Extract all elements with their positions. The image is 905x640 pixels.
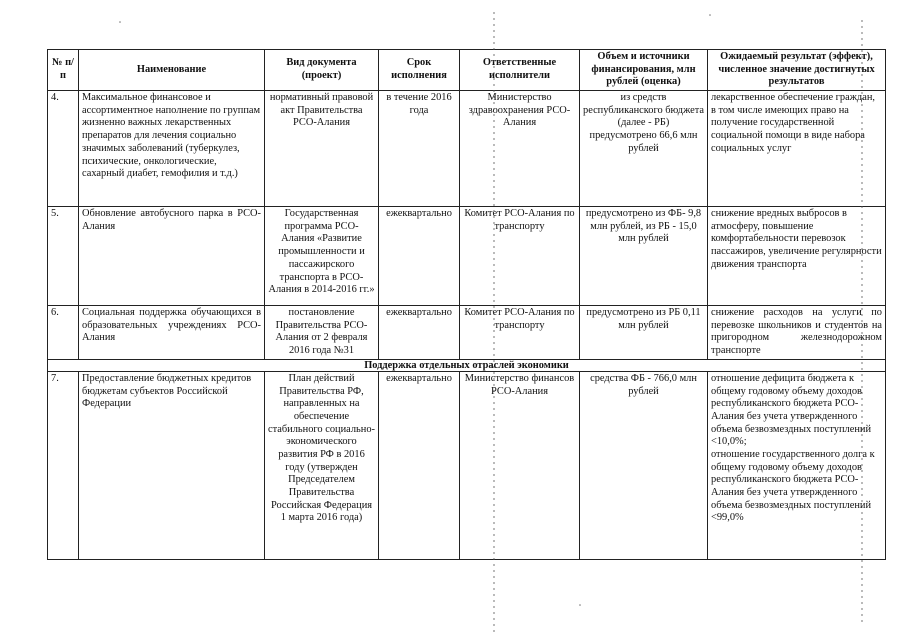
header-executors: Ответственные исполнители: [460, 50, 580, 91]
table-row: [48, 371, 886, 559]
cell-doctype: нормативный правовой акт Правительства РСО-Алания: [265, 91, 379, 207]
cell-result: снижение вредных выбросов в атмосферу, повышение комфортабельности перевозок пассажиров, увеличение регулярности движения транспорта: [708, 207, 886, 306]
cell-num: 4.: [48, 91, 79, 207]
section-title: Поддержка отдельных отраслей экономики: [48, 359, 886, 371]
cell-funding: из средств республиканского бюджета (далее - РБ) предусмотрено 66,6 млн рублей: [580, 91, 708, 207]
cell-funding: предусмотрено из РБ 0,11 млн рублей: [580, 306, 708, 360]
header-term: Срок исполнения: [379, 50, 460, 91]
result-line-deficit: отношение дефицита бюджета к общему годовому объему доходов республиканского бюджета РСО-Алания без учета утвержденного объема безвозмездных поступлений <10,0%;: [711, 372, 872, 448]
cell-term: в течение 2016 года: [379, 91, 460, 207]
cell-name: Предоставление бюджетных кредитов бюджетам субъектов Российской Федерации: [79, 371, 265, 559]
cell-result: лекарственное обеспечение граждан, в том числе имеющих право на получение государственной социальной помощи в виде набора социальных услуг: [708, 91, 886, 207]
table-header-row: [48, 50, 886, 91]
cell-doctype: постановление Правительства РСО-Алания от 2 февраля 2016 года №31: [265, 306, 379, 360]
cell-result: [708, 371, 886, 559]
cell-funding: средства ФБ - 766,0 млн рублей: [580, 371, 708, 559]
header-name: Наименование: [79, 50, 265, 91]
cell-num: 6.: [48, 306, 79, 360]
cell-doctype: План действий Правительства РФ, направленных на обеспечение стабильного социально-экономического развития РФ в 2016 году (утвержден Председателем Правительства Российская Федерация 1 марта 2016 года): [265, 371, 379, 559]
cell-term: ежеквартально: [379, 371, 460, 559]
table-row: [48, 306, 886, 360]
table-row: [48, 207, 886, 306]
measures-table: [47, 49, 886, 560]
cell-executors: Министерство финансов РСО-Алания: [460, 371, 580, 559]
cell-result: снижение расходов на услуги по перевозке школьников и студентов на пригородном железнодорожном транспорте: [708, 306, 886, 360]
header-doctype: Вид документа (проект): [265, 50, 379, 91]
cell-name: Социальная поддержка обучающихся в образовательных учреждениях РСО-Алания: [79, 306, 265, 360]
result-line-debt: отношение государственного долга к общему годовому объему доходов республиканского бюджета РСО-Алания без учета утвержденного объема безвозмездных поступлений <99,0%: [711, 448, 875, 524]
cell-term: ежеквартально: [379, 306, 460, 360]
header-result: Ожидаемый результат (эффект), численное значение достигнутых результатов: [708, 50, 886, 91]
header-funding: Объем и источники финансирования, млн рублей (оценка): [580, 50, 708, 91]
cell-name: Обновление автобусного парка в РСО-Алания: [79, 207, 265, 306]
section-row: [48, 359, 886, 371]
cell-doctype: Государственная программа РСО-Алания «Развитие промышленности и пассажирского транспорта в РСО-Алания в 2014-2016 гг.»: [265, 207, 379, 306]
cell-funding: предусмотрено из ФБ- 9,8 млн рублей, из РБ - 15,0 млн рублей: [580, 207, 708, 306]
header-num: № п/п: [48, 50, 79, 91]
cell-executors: Министерство здравоохранения РСО-Алания: [460, 91, 580, 207]
cell-num: 7.: [48, 371, 79, 559]
cell-name: Максимальное финансовое и ассортиментное наполнение по группам жизненно важных лекарственных препаратов для лечения социально значимых заболеваний (туберкулез, психические, онкологические, сахарный диабет, гемофилия и т.д.): [79, 91, 265, 207]
cell-executors: Комитет РСО-Алания по транспорту: [460, 207, 580, 306]
cell-num: 5.: [48, 207, 79, 306]
cell-term: ежеквартально: [379, 207, 460, 306]
cell-executors: Комитет РСО-Алания по транспорту: [460, 306, 580, 360]
table-row: [48, 91, 886, 207]
